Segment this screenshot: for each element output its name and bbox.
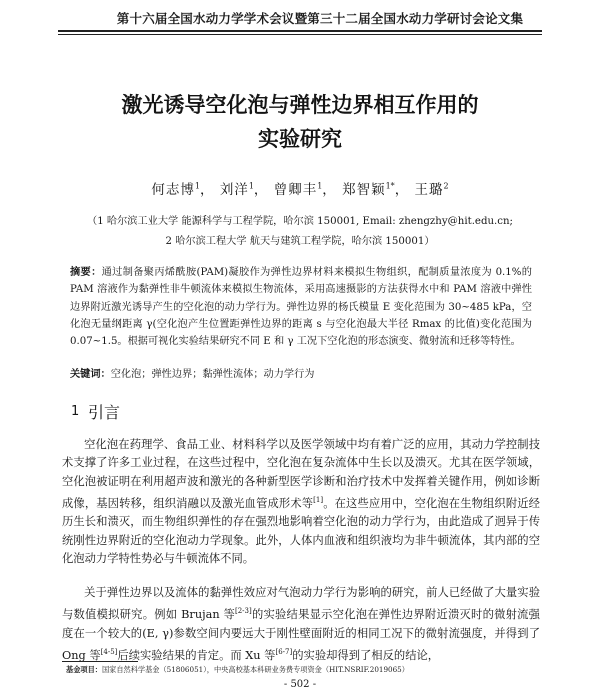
affiliation-1: （1 哈尔滨工业大学 能源科学与工程学院，哈尔滨 150001, Email: zhengzhy@hit.edu.cn;: [87, 216, 513, 227]
header-rule: [58, 30, 542, 32]
author-separator: ，: [394, 182, 410, 198]
author-name: 曾卿丰: [273, 182, 318, 198]
paragraph-text: 的实验却得到了相反的结论，: [292, 648, 440, 662]
author-separator: ，: [322, 182, 337, 198]
funding-footnote: [66, 665, 536, 675]
paragraph-text: 。在这些应用中，空化泡在生物组织附近经历生长和溃灭，而生物组织弹性的存在强烈地影响着空化泡的动力学行为，由此造成了迥异于传统刚性边界附近的空化泡动力学现象。此外，人体内血液和组织液均为非牛顿流体，其内部的空化泡动力学特性势必与牛顿流体不同。: [62, 496, 540, 566]
header-rule-thin: [58, 34, 542, 35]
author-affil-mark: 1: [248, 181, 254, 191]
paragraph-text: 后续实验结果的肯定。而 Xu 等: [117, 648, 276, 662]
footnote-rule: [62, 661, 138, 662]
body-paragraph-1: [62, 436, 540, 569]
affiliation-2: 2 哈尔滨工程大学 航天与建筑工程学院，哈尔滨 150001）: [165, 236, 435, 247]
author-separator: ，: [200, 182, 215, 198]
keywords-label: 关键词：: [70, 369, 111, 380]
citation: [4-5]: [100, 647, 118, 656]
paragraph-text: 关于弹性边界以及流体的黏弹性效应对气泡动力学行为影响的研究，前人已经做了大量实验与数值模拟研究。例如 Brujan 等: [62, 586, 540, 622]
paper-title: [80, 88, 520, 156]
citation: [6-7]: [275, 647, 293, 656]
footnote-label: 基金项目：: [66, 665, 102, 674]
paper-title-line-2: 实验研究: [258, 127, 342, 151]
abstract: [70, 264, 532, 350]
paper-title-line-1: 激光诱导空化泡与弹性边界相互作用的: [121, 93, 479, 117]
author-name: 刘洋: [219, 182, 249, 198]
author-name: 王璐: [414, 182, 444, 198]
author-affil-mark: 1: [317, 181, 323, 191]
author-separator: ，: [253, 182, 269, 198]
author-name: 郑智颖: [342, 182, 386, 198]
running-header: 第十六届全国水动力学学术会议暨第三十二届全国水动力学研讨会论文集: [116, 11, 524, 26]
footnote-text: 国家自然科学基金（51806051），中央高校基本科研业务费专项资金（HIT.NSRIF.2019065）: [101, 665, 409, 674]
author-affil-mark: 1*: [385, 181, 395, 191]
author-affil-mark: 1: [194, 181, 201, 191]
paragraph-text: 的实验结果显示空化泡在弹性边界附近溃灭时的微射流强度在一个较大的(E, γ)参数空间内要远大于刚性壁面附近的相同工况下的微射流强度，并得到了 Ong 等: [62, 608, 540, 662]
body-paragraph-2: [62, 584, 540, 665]
citation: [1]: [313, 496, 324, 505]
page-number: - 502 -: [283, 679, 317, 690]
author-list: [60, 178, 540, 198]
abstract-label: 摘要：: [70, 267, 102, 278]
author-affil-mark: 2: [443, 181, 449, 191]
abstract-text: 通过制备聚丙烯酰胺(PAM)凝胶作为弹性边界材料来模拟生物组织，配制质量浓度为 0.1%的 PAM 溶液作为黏弹性非牛顿流体来模拟生物流体，采用高速摄影的方法获得水中和 PAM 溶液中弹性边界附近激光诱导产生的空化泡的动力学行为。弹性边界的杨氏模量 E 变化范围为 30~485 kPa，空化泡无量纲距离 γ(空化泡产生位置距弹性边界的距离 s 与空化泡最大半径 Rmax 的比值)变化范围为 0.07~1.5。根据可视化实验结果研究不同 E 和 γ 工况下空化泡的形态演变、微射流和迁移等特性。: [70, 267, 532, 348]
citation: [2-3]: [234, 607, 252, 616]
keywords-text: 空化泡；弹性边界；黏弹性流体；动力学行为: [110, 369, 315, 380]
section-title: 引言: [88, 403, 121, 422]
keywords: [70, 365, 532, 380]
paragraph-text: 空化泡在药理学、食品工业、材料科学以及医学领域中均有着广泛的应用，其动力学控制技术支撑了许多工业过程，在这些过程中，空化泡在复杂流体中生长以及溃灭。尤其在医学领域，空化泡被证明在利用超声波和激光的各种新型医学诊断和治疗技术中发挥着关键作用，例如诊断成像，基因转移，组织消融以及激光血管成形术等: [62, 438, 540, 510]
section-number: 1: [71, 404, 80, 419]
author-name: 何志博: [151, 182, 195, 198]
